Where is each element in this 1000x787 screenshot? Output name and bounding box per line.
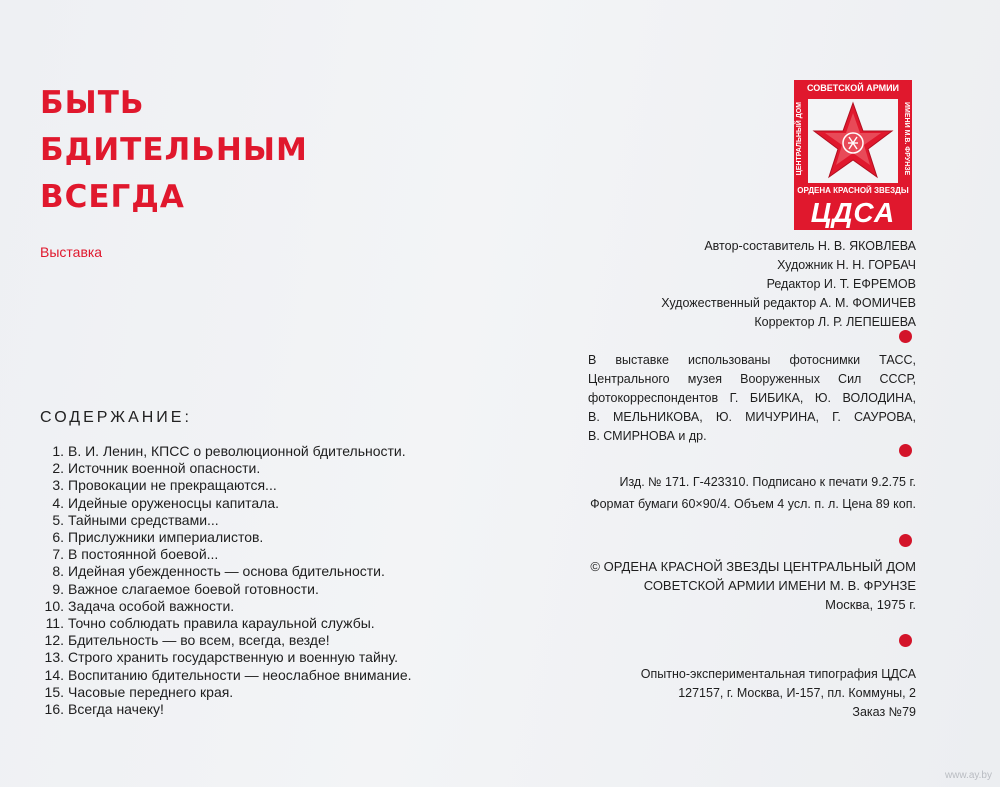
red-dot-icon [899,534,912,547]
list-item-text: Воспитанию бдительности — неослабное внимание. [68,666,412,683]
list-item [30,546,412,563]
list-item [30,512,412,529]
list-item-text: Всегда начеку! [68,701,164,718]
cdsa-emblem [794,80,912,230]
red-star-icon [808,99,898,183]
page-subtitle: Выставка [40,244,103,260]
printer-line: Опытно-экспериментальная типография ЦДСА [640,667,916,681]
list-item [30,563,412,580]
printer-line: Заказ №79 [852,705,916,719]
imprint-line: Изд. № 171. Г-423310. Подписано к печати 9.2.75 г. [619,475,916,489]
list-item [30,684,412,701]
list-item-text: Тайными средствами... [68,511,219,528]
photo-credits-block [588,351,916,446]
photo-credit-line: фотокорреспондентов Г. БИБИКА, Ю. ВОЛОДИНА, [588,391,916,405]
list-item-number: 1. [52,443,64,459]
list-item-text: В постоянной боевой... [68,546,219,563]
contents-list [30,443,412,718]
list-item-number: 5. [52,511,64,528]
photo-credit-line: Центрального музея Вооруженных Сил СССР, [588,372,916,386]
credit-line: Редактор И. Т. ЕФРЕМОВ [766,277,916,291]
publisher-line: СОВЕТСКОЙ АРМИИ ИМЕНИ М. В. ФРУНЗЕ [643,578,916,593]
credit-line: Корректор Л. Р. ЛЕПЕШЕВА [754,315,916,329]
list-item [30,529,412,546]
list-item-number: 15. [44,683,64,700]
emblem-abbr: ЦДСА [810,197,896,228]
watermark: www.ay.by [944,770,992,781]
list-item-text: Провокации не прекращаются... [68,477,277,494]
page-title [40,80,308,221]
list-item-number: 13. [44,649,64,666]
list-item-number: 11. [45,615,64,632]
emblem-right-text: ИМЕНИ М.В. ФРУНЗЕ [903,102,910,176]
photo-credit-line: В. МЕЛЬНИКОВА, Ю. МИЧУРИНА, Г. САУРОВА, [588,410,916,424]
publisher-line: © ОРДЕНА КРАСНОЙ ЗВЕЗДЫ ЦЕНТРАЛЬНЫЙ ДОМ [590,559,916,574]
printer-line: 127157, г. Москва, И-157, пл. Коммуны, 2 [678,686,916,700]
list-item-text: Точно соблюдать правила караульной службы. [68,615,375,632]
list-item-text: Бдительность — во всем, всегда, везде! [68,632,330,649]
list-item-text: Идейная убежденность — основа бдительности. [68,563,385,580]
list-item [30,477,412,494]
contents-heading: СОДЕРЖАНИЕ: [40,409,192,426]
list-item-text: Идейные оруженосцы капитала. [68,494,280,511]
photo-credit-line: В. СМИРНОВА и др. [588,429,707,443]
list-item [30,649,412,666]
list-item [30,701,412,718]
list-item-number: 10. [44,597,64,614]
red-dot-icon [899,634,912,647]
list-item-text: В. И. Ленин, КПСС о революционной бдительности. [68,443,406,459]
credit-line: Художник Н. Н. ГОРБАЧ [777,258,916,272]
list-item [30,581,412,598]
list-item [30,598,412,615]
credit-line: Художественный редактор А. М. ФОМИЧЕВ [661,296,916,310]
list-item-number: 14. [44,666,64,683]
list-item-number: 16. [44,701,64,718]
list-item [30,615,412,632]
list-item-number: 12. [44,632,64,649]
list-item-text: Источник военной опасности. [68,460,261,477]
emblem-field [808,99,898,183]
list-item-number: 7. [52,546,64,563]
list-item-number: 8. [52,563,64,580]
printer-block [641,665,916,722]
publisher-block [590,557,916,614]
credits-block [661,237,916,332]
publisher-line: Москва, 1975 г. [825,597,916,612]
title-line-1: БЫТЬ [40,85,145,121]
title-line-3: ВСЕГДА [40,179,185,215]
list-item [30,495,412,512]
photo-credit-line: В выставке использованы фотоснимки ТАСС, [588,353,916,367]
emblem-bottom-text: ОРДЕНА КРАСНОЙ ЗВЕЗДЫ [797,186,909,195]
emblem-left-text: ЦЕНТРАЛЬНЫЙ ДОМ [796,102,803,176]
list-item-number: 3. [52,477,64,494]
list-item-text: Часовые переднего края. [68,683,234,700]
list-item [30,460,412,477]
list-item-text: Задача особой важности. [68,597,235,614]
list-item-number: 2. [52,460,64,477]
list-item-text: Важное слагаемое боевой готовности. [68,580,319,597]
red-dot-icon [899,330,912,343]
imprint-block [590,471,916,515]
list-item-text: Прислужники империалистов. [68,529,264,546]
list-item-text: Строго хранить государственную и военную тайну. [68,649,398,666]
red-dot-icon [899,444,912,457]
list-item [30,667,412,684]
imprint-line: Формат бумаги 60×90/4. Объем 4 усл. п. л. Цена 89 коп. [590,497,916,511]
list-item-number: 4. [52,494,64,511]
emblem-top-text: СОВЕТСКОЙ АРМИИ [806,83,900,93]
list-item-number: 9. [52,580,64,597]
title-line-2: БДИТЕЛЬНЫМ [40,132,308,168]
list-item-number: 6. [52,529,64,546]
credit-line: Автор-составитель Н. В. ЯКОВЛЕВА [704,239,916,253]
list-item [30,443,412,460]
list-item [30,632,412,649]
